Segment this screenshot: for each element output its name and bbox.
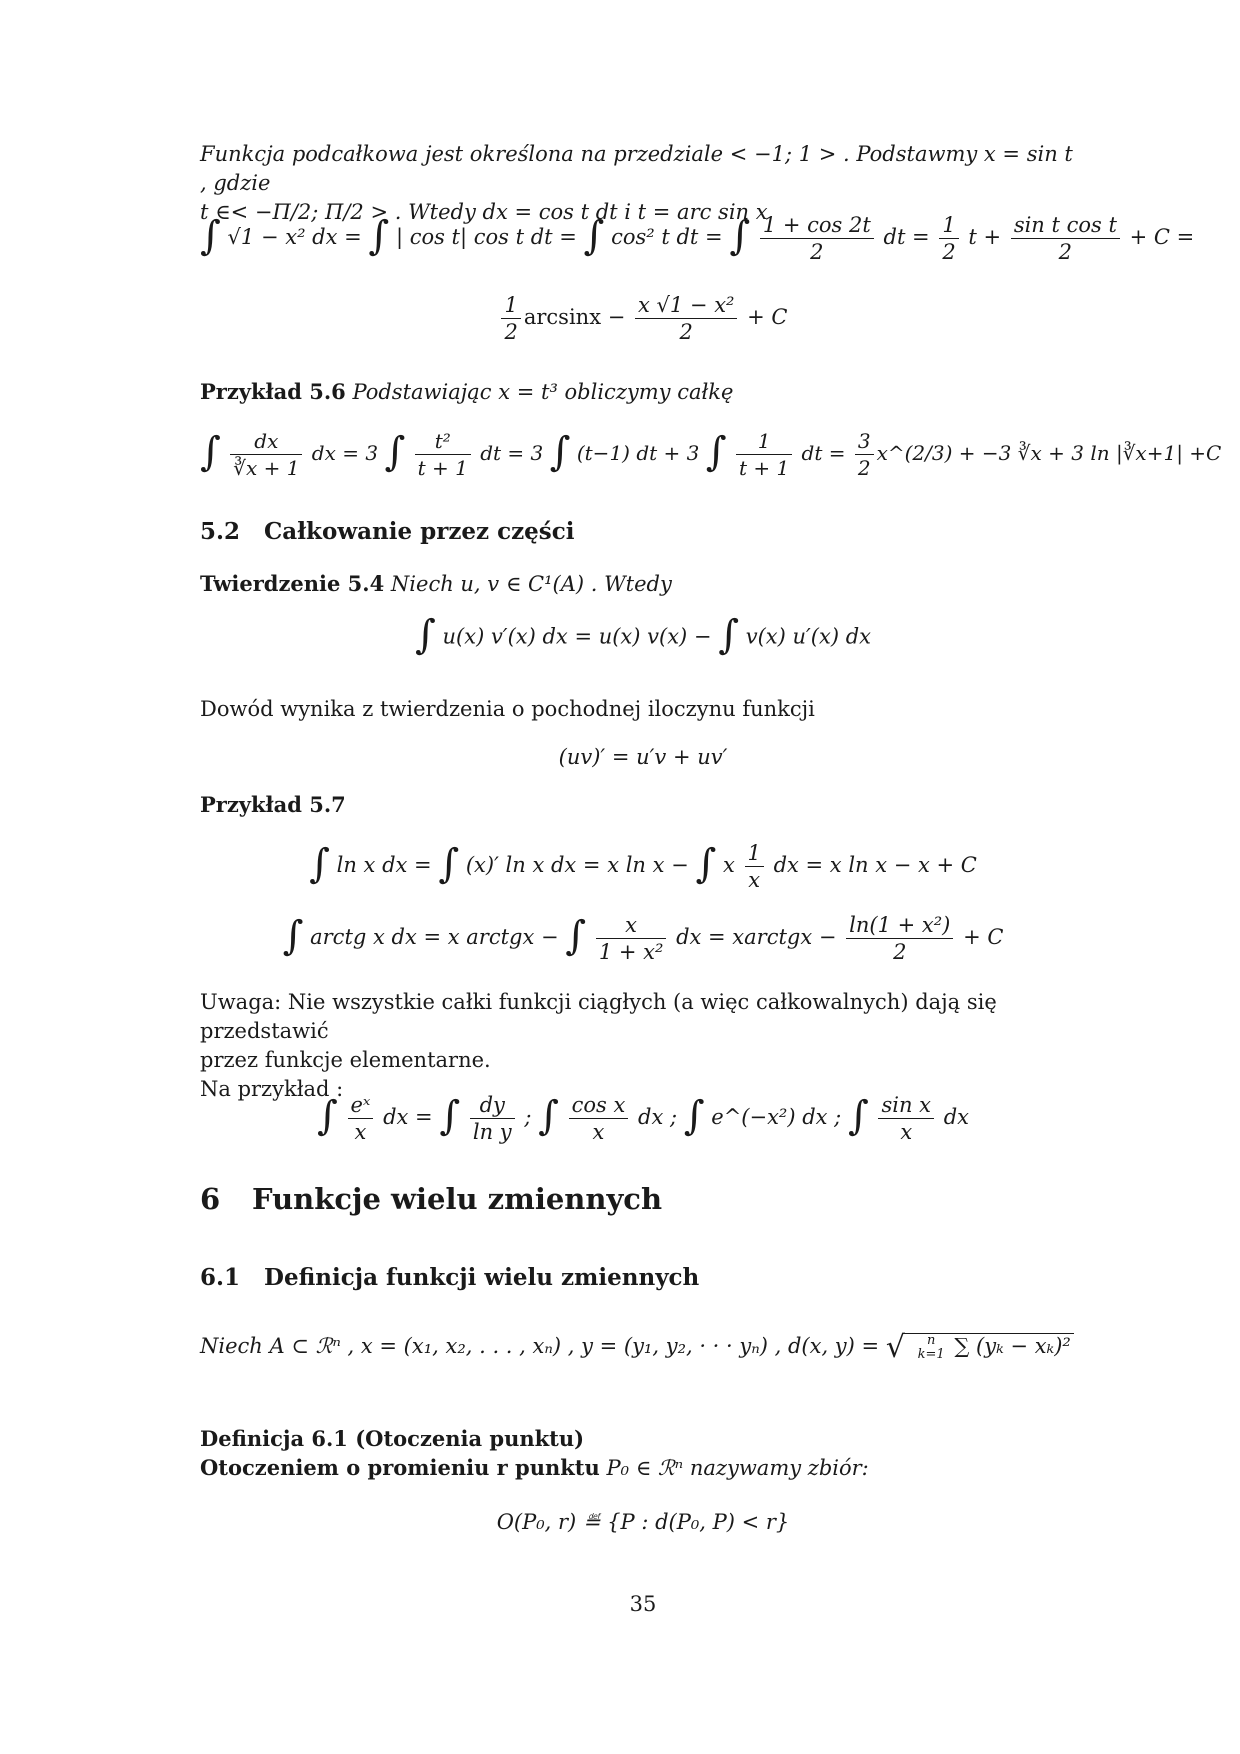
integral-sign: ∫ (439, 1092, 461, 1139)
note-paragraph (200, 988, 1086, 1104)
niech-line: Niech A ⊂ ℛⁿ , x = (x₁, x₂, . . . , xₙ) , y = (y₁, y₂, · · · yₙ) , d(x, y) = √ n k=1 ∑ (yₖ − xₖ)² (200, 1332, 1086, 1362)
fraction: $\frac{x}{\text{1 + x²}}$ (596, 912, 667, 965)
eq3-c: (t−1) dt + 3 (576, 441, 700, 465)
theorem-label: Twierdzenie 5.4 (200, 571, 385, 596)
eq3-d-tail: dt = (801, 441, 846, 465)
fraction: $\frac{1 + \cos 2t}{2}$ (760, 212, 874, 265)
example-text: Podstawiając x = t³ obliczymy całkę (352, 380, 734, 404)
equation-8 (200, 1092, 1086, 1145)
integral-sign: ∫ (309, 840, 330, 887)
fraction: $\frac{\text{sin x}}{x}$ (878, 1092, 934, 1145)
section-title: Definicja funkcji wielu zmiennych (264, 1264, 700, 1291)
integral-sign: ∫ (683, 1092, 705, 1139)
eq6-a: ln x dx = (336, 853, 432, 877)
theorem-text: Niech u, v ∈ C¹(A) . Wtedy (390, 572, 672, 596)
fraction: $\frac{\text{eˣ}}{x}$ (348, 1092, 374, 1145)
definition-text-italic: P₀ ∈ ℛⁿ nazywamy zbiór: (606, 1456, 869, 1480)
integral-sign: ∫ (368, 212, 390, 259)
eq6-c-tail: dx = x ln x − x + C (773, 853, 977, 877)
chapter-heading-6 (200, 1182, 1086, 1216)
chapter-number: 6 (200, 1182, 221, 1216)
eq1-f-tail: + C = (1129, 225, 1195, 249)
fraction: $\frac{dx}{∛x + 1}$ (230, 428, 302, 481)
definition-label: Definicja 6.1 (Otoczenia punktu) (200, 1426, 585, 1451)
section-title: Całkowanie przez części (264, 518, 575, 545)
integral-sign: ∫ (718, 612, 740, 658)
distance-sum: n k=1 ∑ (yₖ − xₖ)² (905, 1333, 1074, 1358)
fraction: $\frac{1}{2}$ (939, 212, 958, 265)
eq1-c: cos² t dt = (611, 225, 723, 249)
equation-4 (200, 612, 1086, 658)
note-line-2: przez funkcje elementarne. (200, 1048, 491, 1072)
section-number: 6.1 (200, 1264, 241, 1291)
eq7-b-tail: dx = xarctgx − (676, 925, 837, 949)
example-label: Przykład 5.6 (200, 379, 346, 404)
integral-sign: ∫ (282, 912, 304, 959)
integral-sign: ∫ (847, 1092, 869, 1139)
definition-6-1 (200, 1424, 1086, 1483)
eq1-a: √1 − x² dx = (227, 225, 362, 249)
integral-sign: ∫ (200, 428, 221, 475)
eq2-a-tail: arcsinx − (523, 305, 626, 329)
integral-sign: ∫ (565, 912, 587, 959)
eq3-b-tail: dt = 3 (480, 441, 544, 465)
eq8-b-tail: ; (524, 1105, 532, 1129)
equation-3 (200, 428, 1222, 481)
chapter-title: Funkcje wielu zmiennych (252, 1182, 663, 1216)
eq1-b: | cos t| cos t dt = (395, 225, 577, 249)
integral-sign: ∫ (316, 1092, 338, 1139)
proof-text: Dowód wynika z twierdzenia o pochodnej iloczynu funkcji (200, 697, 815, 721)
eq8-a-tail: dx = (383, 1105, 433, 1129)
integral-sign: ∫ (384, 428, 406, 475)
equation-7 (200, 912, 1086, 965)
fraction: $\frac{1}{t + 1}$ (736, 428, 792, 481)
note-line-1: Uwaga: Nie wszystkie całki funkcji ciągłych (a więc całkowalnych) dają się przedstawić (200, 990, 997, 1043)
fraction: $\frac{\text{t²}}{t + 1}$ (415, 428, 471, 481)
integral-sign: ∫ (695, 840, 717, 887)
fraction: $\frac{1}{2}$ (501, 292, 520, 345)
eq7-c-tail: + C (963, 925, 1004, 949)
integral-sign: ∫ (438, 840, 460, 887)
eq8-e-tail: dx (943, 1105, 970, 1129)
eq4-b: v(x) u′(x) dx (745, 624, 871, 649)
fraction: $\frac{\text{sin t cos t}}{2}$ (1011, 212, 1120, 265)
eq7-a: arctg x dx = x arctgx − (310, 925, 559, 949)
integral-sign: ∫ (583, 212, 605, 259)
eq4-a: u(x) v′(x) dx = u(x) v(x) − (442, 624, 712, 649)
section-heading-5-2 (200, 518, 1086, 545)
integral-sign: ∫ (538, 1092, 559, 1139)
equation-2 (200, 292, 1086, 345)
equation-6 (200, 840, 1086, 893)
equation-9: O(P₀, r) ≝ {P : d(P₀, P) < r} (496, 1510, 790, 1534)
eq1-d-tail: dt = (883, 225, 930, 249)
fraction: $\frac{dy}{\text{ln y}}$ (470, 1092, 515, 1145)
fraction: $\frac{\text{x √1 − x²}}{2}$ (635, 292, 737, 345)
fraction: $\frac{\text{cos x}}{x}$ (569, 1092, 629, 1145)
eq6-b: (x)′ ln x dx = x ln x − (465, 853, 689, 877)
note-line-3: Na przykład : (200, 1077, 344, 1101)
eq2-b-tail: + C (747, 305, 788, 329)
equation-5: (uv)′ = u′v + uv′ (558, 745, 728, 769)
fraction: $\frac{3}{2}$ (855, 428, 874, 481)
fraction: $\frac{\text{ln(1 + x²)}}{2}$ (846, 912, 953, 965)
integral-sign: ∫ (549, 428, 571, 475)
fraction: $\frac{1}{x}$ (745, 840, 764, 893)
eq3-e-tail: x^(2/3) + −3 ∛x + 3 ln |∛x+1| +C (876, 441, 1222, 465)
definition-text-bold: Otoczeniem o promieniu r punktu (200, 1455, 600, 1480)
example-5-7-label: Przykład 5.7 (200, 792, 346, 817)
niech-text: Niech A ⊂ ℛⁿ , x = (x₁, x₂, . . . , xₙ) , y = (y₁, y₂, · · · yₙ) , d(x, y) = (200, 1334, 880, 1358)
intro-line-1: Funkcja podcałkowa jest określona na przedziale < −1; 1 > . Podstawmy x = sin t , gdzie (200, 142, 1073, 195)
integral-sign: ∫ (414, 612, 436, 658)
section-number: 5.2 (200, 518, 241, 545)
eq8-d: e^(−x²) dx ; (711, 1105, 842, 1129)
example-5-6 (200, 377, 1086, 407)
theorem-5-4 (200, 569, 1086, 599)
integral-sign: ∫ (200, 212, 221, 259)
integral-sign: ∫ (705, 428, 727, 475)
eq1-e-tail: t + (968, 225, 1002, 249)
page-number: 35 (629, 1592, 657, 1616)
eq6-c: x (722, 853, 735, 877)
eq8-c-tail: dx ; (638, 1105, 678, 1129)
equation-1 (200, 212, 1195, 265)
eq3-a-tail: dx = 3 (311, 441, 379, 465)
intro-line-2: t ∈< −Π/2; Π/2 > . Wtedy dx = cos t dt i t = arc sin x (200, 200, 768, 224)
section-heading-6-1 (200, 1264, 1086, 1291)
integral-sign: ∫ (729, 212, 751, 259)
